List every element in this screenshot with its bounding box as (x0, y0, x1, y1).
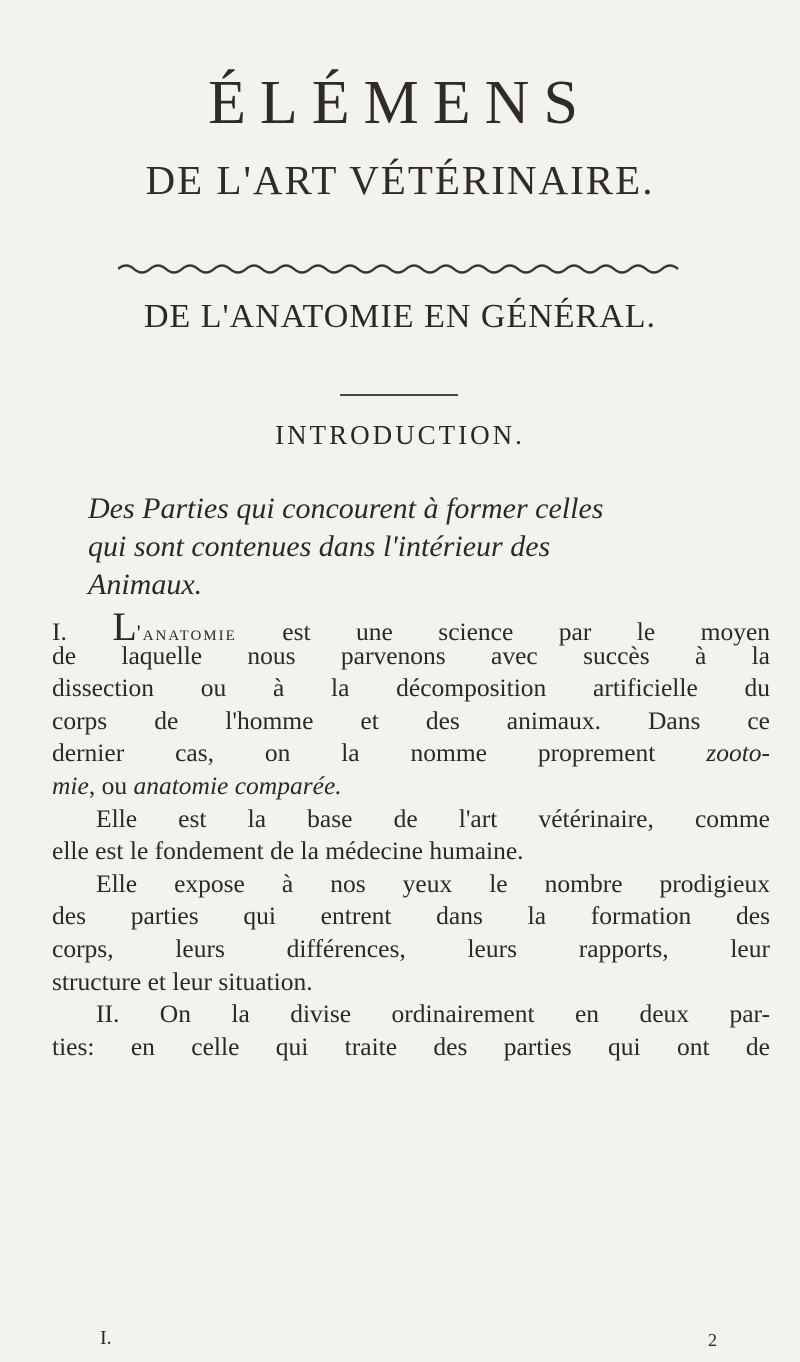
text-fragment: est une science par le moyen (282, 617, 771, 646)
book-title: ÉLÉMENS (208, 69, 592, 137)
text-line: structure et leur situation. (52, 966, 313, 996)
text-line: Elle est la base de l'art vétérinaire, comme (96, 803, 770, 833)
book-subtitle: DE L'ART VÉTÉRINAIRE. (145, 157, 655, 203)
smallcaps-word: 'anatomie (136, 620, 237, 645)
heading-line: Des Parties qui concourent à former celles (88, 492, 604, 525)
section-title: DE L'ANATOMIE EN GÉNÉRAL. (143, 298, 657, 335)
body-text (52, 604, 771, 1063)
heading-line: Animaux. (88, 568, 203, 601)
introduction-heading: INTRODUCTION. (275, 420, 525, 450)
text-line (52, 737, 770, 770)
text-line: dissection ou à la décomposition artificielle du (52, 673, 770, 703)
text-line: Elle expose à nos yeux le nombre prodigieux (96, 868, 770, 898)
heading-line: qui sont contenues dans l'intérieur des (88, 530, 551, 563)
text-line: de laquelle nous parvenons avec succès à la (52, 640, 770, 670)
signature-mark: I. (100, 1327, 112, 1349)
text-line: corps, leurs différences, leurs rapports, leur (52, 933, 770, 963)
paragraph-number: I. (52, 617, 67, 646)
decorative-rule-icon (118, 262, 688, 276)
catchword: 2 (708, 1330, 717, 1350)
text-fragment: dernier cas, on la nomme proprement (52, 738, 656, 768)
text-fragment: , ou (88, 770, 128, 800)
divider (340, 394, 458, 396)
text-line: ties: en celle qui traite des parties qui ont de (52, 1031, 770, 1061)
text-line: des parties qui entrent dans la formation des (52, 901, 770, 931)
drop-capital: L (112, 604, 137, 649)
chapter-heading (88, 490, 748, 604)
text-line (52, 604, 771, 649)
text-line: II. On la divise ordinairement en deux par- (96, 999, 770, 1029)
italic-term: zooto- (706, 738, 771, 768)
italic-term: mie (52, 770, 89, 800)
text-line (52, 770, 770, 803)
text-line: corps de l'homme et des animaux. Dans ce (52, 705, 770, 735)
text-line: elle est le fondement de la médecine humaine. (52, 836, 524, 866)
italic-term: anatomie comparée. (133, 770, 342, 800)
